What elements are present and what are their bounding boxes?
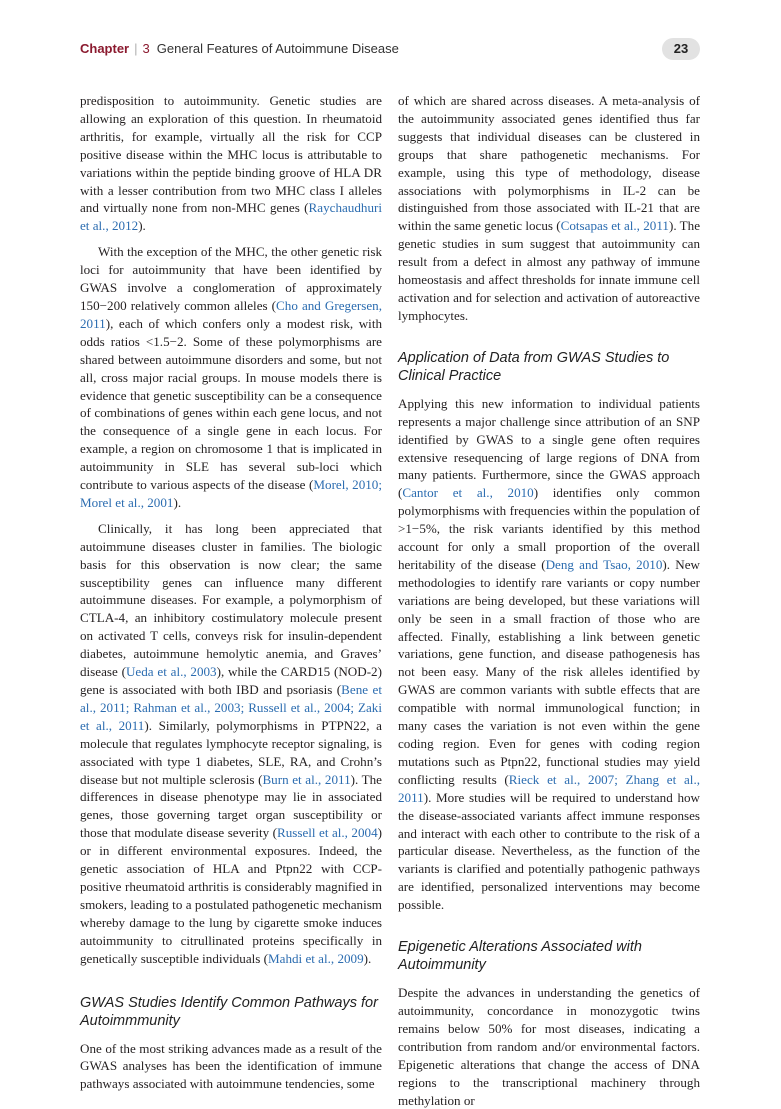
paragraph-text: ) or in different environmental exposures. Indeed, the genetic association of HLA and Ptpn22 with CCP-positive rheumatoid arthritis is considerably magnified in smokers, leading to a postulated pathogenetic mechanism whereby damage to the lung by cigarette smoke induces autoimmunity to citrullinated proteins specifically in genetically susceptible individuals ( [80,825,382,966]
section-heading: Epigenetic Alterations Associated with Autoimmunity [398,939,642,974]
paragraph-text: ). The differences in disease phenotype may lie in associated genes, those governing target organ susceptibility or those that modulate disease severity ( [80,771,382,841]
header-separator: | [134,41,138,56]
left-column [80,92,382,1093]
paragraph-text: ). Similarly, polymorphisms in PTPN22, a molecule that regulates lymphocyte receptor signaling, is associated with type 1 diabetes, SLE, RA, and Crohn’s disease but not multiple sclerosis ( [80,717,382,787]
paragraph-text: With the exception of the MHC, the other genetic risk loci for autoimmunity that have been identified by GWAS involve a conglomeration of approximately 150−200 relatively common alleles ( [80,244,382,313]
paragraph [80,92,382,235]
paragraph-text: ), each of which confers only a modest risk, with odds ratios <1.5−2. Some of these polymorphisms are shared between autoimmune disorders and some, but not all, cross major racial groups. In mouse models there is evidence that genetic susceptibility can be a consequence of combinations of genes within each gene locus, and not the consequence of a single gene in each locus. For example, a region on chromosome 1 that is implicated in autoimmunity in SLE has several sub-loci which contribute to various aspects of the disease ( [80,315,382,493]
paragraph: One of the most striking advances made as a result of the GWAS analyses has been the identification of immune pathways associated with autoimmune tendencies, some [80,1040,382,1092]
citation-link[interactable]: Rieck et al., 2007; Zhang et al., 2011 [398,771,700,805]
paragraph-text: ), while the CARD15 (NOD-2) gene is associated with both IBD and psoriasis ( [80,664,382,697]
right-column [398,92,700,1109]
citation-link[interactable]: Deng and Tsao, 2010 [545,556,663,572]
paragraph: Despite the advances in understanding the genetics of autoimmunity, concordance in monozygotic twins remains below 50% for most diseases, indicating a contribution from random and/or environmental factors. Epigenetic alterations that change the access of DNA regions to the transcriptional machinery through methylation or [398,985,700,1108]
citation-link[interactable]: Cantor et al., 2010 [402,485,534,501]
section-heading: Application of Data from GWAS Studies to Clinical Practice [398,349,670,384]
paragraph [80,520,382,968]
paragraph [398,395,700,914]
citation-link[interactable]: Burn et al., 2011 [262,771,351,787]
paragraph [398,92,700,325]
citation-link[interactable]: Morel, 2010; Morel et al., 2001 [80,477,382,510]
citation-link[interactable]: Ueda et al., 2003 [125,664,217,680]
citation-link[interactable]: Russell et al., 2004 [277,825,378,841]
paragraph-text: ). [138,218,146,234]
citation-link[interactable]: Cho and Gregersen, 2011 [80,297,383,331]
paragraph-text: Applying this new information to individual patients represents a major challenge since attribution of an SNP identified by GWAS to a single gene often requires extensive resequencing of large regions of DNA from many patients. Furthermore, since the GWAS approach ( [398,395,700,501]
citation-link[interactable]: Mahdi et al., 2009 [268,950,364,966]
citation-link[interactable]: Bene et al., 2011; Rahman et al., 2003; Russell et al., 2004; Zaki et al., 2011 [80,682,382,733]
chapter-word: Chapter [80,41,130,56]
paragraph-text: Clinically, it has long been appreciated that autoimmune diseases cluster in families. The biologic basis for this observation is now clear; the same susceptibility genes can influence many different autoimmune diseases. For example, a polymorphism of CTLA-4, an inhibitory costimulatory molecule present on activated T cells, conveys risk for insulin-dependent diabetes, autoimmune hemolytic anemia, and Graves’ disease ( [80,520,382,680]
paragraph-text: of which are shared across diseases. A meta-analysis of the autoimmunity associated genes identified thus far suggests that individual diseases can be clustered in groups that share pathogenetic mechanisms. For example, using this type of methodology, disease associations with polymorphisms in IL-2 can be distinguished from those associated with IL-21 that are within the same genetic locus ( [398,93,700,234]
chapter-title: General Features of Autoimmune Disease [156,41,399,56]
paragraph-text: ). The genetic studies in sum suggest that autoimmunity can result from a defect in almost any pathway of immune homeostasis and affect thresholds for innate immune cell activation and for selection and activation of autoreactive lymphocytes. [398,218,700,323]
paragraph-text: ). [363,950,372,966]
section-heading: GWAS Studies Identify Common Pathways for Autoimmmunity [80,994,378,1029]
page-number: 23 [662,38,700,60]
chapter-number: 3 [142,41,150,56]
paragraph-text: ). New methodologies to identify rare variants or copy number variations are being developed, but these variations will only be seen in a small fraction of those who are affected. Finally, establishing a link between genetic variations, gene function, and disease pathogenesis has not been easy. Many of the risk alleles identified by GWAS are common variants with subtle effects that are compatible with normal immunological function; in many cases the variation is not even within the gene coding region. Even for genes with coding region mutations such as Ptpn22, functional studies may yield conflicting results ( [398,556,700,787]
paragraph-text: ). More studies will be required to understand how the disease-associated variants affect immune responses and interact with each other to contribute to the risk of a particular disease. Nevertheless, as the function of the variants is clarified and potentially pathogenic pathways are identified, personalized interventions may become possible. [398,789,700,913]
citation-link[interactable]: Cotsapas et al., 2011 [560,218,669,234]
paragraph-text: predisposition to autoimmunity. Genetic studies are allowing an exploration of this question. In rheumatoid arthritis, for example, virtually all the risk for CCP positive disease within the MHC locus is attributable to variations within the peptide binding groove of HLA DR with a lesser contribution from two MHC class I alleles and virtually none from non-MHC genes ( [80,93,382,216]
chapter-label [80,41,399,56]
paragraph-text: ). [173,494,182,510]
running-header [80,38,700,64]
paragraph [80,243,382,512]
paragraph-text: ) identifies only common polymorphisms with frequencies within the population of >1−5%, the risk variants identified by this method account for only a small proportion of the overall heritability of the disease ( [398,485,700,572]
citation-link[interactable]: Raychaudhuri et al., 2012 [80,200,382,234]
